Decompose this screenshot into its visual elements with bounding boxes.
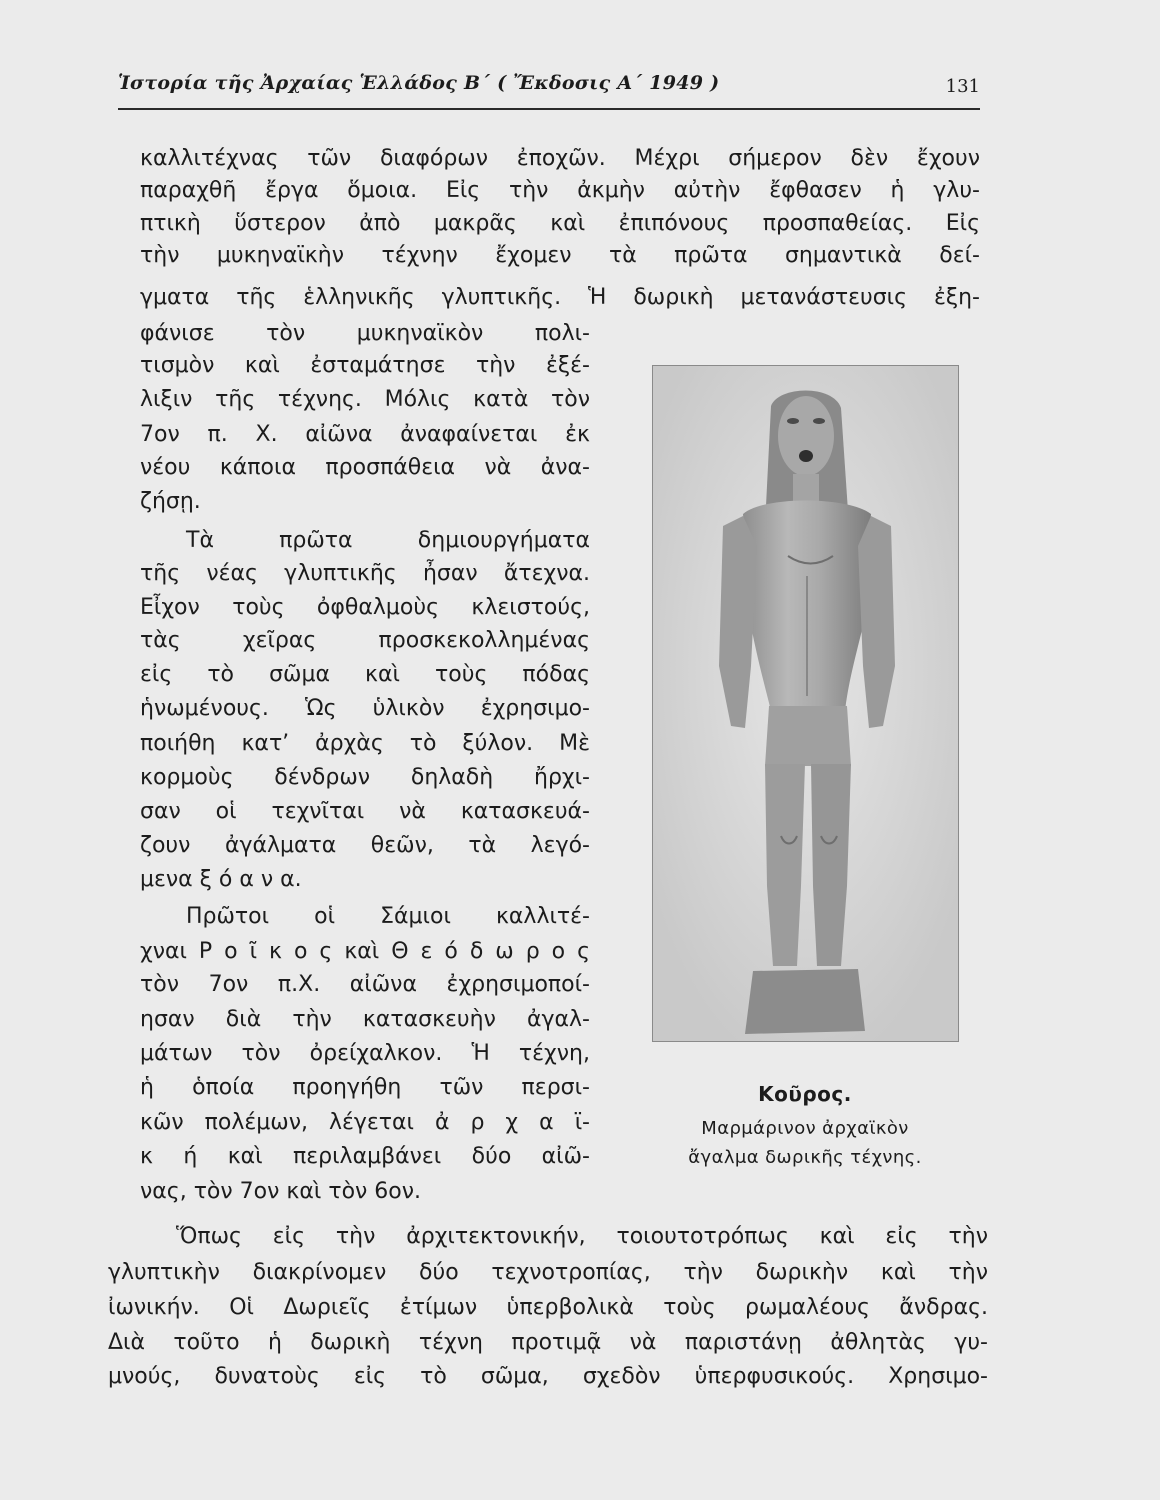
text-line: τὸν 7ον π.Χ. αἰῶνα ἐχρησιμοποί- [140,972,590,997]
text-line: τισμὸν καὶ ἐσταμάτησε τὴν ἐξέ- [140,353,590,378]
text-line: γματα τῆς ἑλληνικῆς γλυπτικῆς. Ἡ δωρικὴ μετανάστευσις ἐξη- [140,285,980,310]
figure-caption-title: Κοῦρος. [758,1082,852,1106]
running-head [118,70,980,102]
text-line: τῆς νέας γλυπτικῆς ἦσαν ἄτεχνα. [140,561,590,586]
text-line: νέου κάποια προσπάθεια νὰ ἀνα- [140,455,590,480]
text-line: γλυπτικὴν διακρίνομεν δύο τεχνοτροπίας, τὴν δωρικὴν καὶ τὴν [108,1260,988,1285]
text-line: 7ον π. Χ. αἰῶνα ἀναφαίνεται ἐκ [140,422,590,447]
page-number: 131 [945,76,980,97]
figure-caption-line: ἄγαλμα δωρικῆς τέχνης. [688,1147,922,1168]
text-line: κ ή καὶ περιλαμβάνει δύο αἰῶ- [140,1144,590,1169]
text-line: νας, τὸν 7ον καὶ τὸν 6ον. [140,1179,422,1204]
text-line: μενα ξ ό α ν α. [140,867,302,892]
text-line: Τὰ πρῶτα δημιουργήματα [186,528,590,553]
text-line: ποιήθη κατ’ ἀρχὰς τὸ ξύλον. Μὲ [140,731,590,756]
text-line: ἡ ὁποία προηγήθη τῶν περσι- [140,1075,590,1100]
text-line: Διὰ τοῦτο ἡ δωρικὴ τέχνη προτιμᾷ νὰ παριστάνῃ ἀθλητὰς γυ- [108,1330,988,1355]
running-head-title: Ἱστορία τῆς Ἀρχαίας Ἑλλάδος Β΄ ( Ἔκδοσις Α΄ 1949 ) [118,72,720,94]
kouros-statue-illustration [653,366,958,1041]
text-line: καλλιτέχνας τῶν διαφόρων ἐποχῶν. Μέχρι σήμερον δὲν ἔχουν [140,146,980,171]
text-line: ζουν ἀγάλματα θεῶν, τὰ λεγό- [140,833,590,858]
text-line: μάτων τὸν ὀρείχαλκον. Ἡ τέχνη, [140,1041,590,1066]
text-line: τὴν μυκηναϊκὴν τέχνην ἔχομεν τὰ πρῶτα σημαντικὰ δεί- [140,243,980,268]
text-line: κῶν πολέμων, λέγεται ἀ ρ χ α ϊ- [140,1110,590,1135]
figure-caption-line: Μαρμάρινον ἀρχαϊκὸν [701,1118,909,1139]
text-line: ησαν διὰ τὴν κατασκευὴν ἀγαλ- [140,1007,590,1032]
text-line: Εἶχον τοὺς ὀφθαλμοὺς κλειστούς, [140,595,590,620]
text-line: κορμοὺς δένδρων δηλαδὴ ἤρχι- [140,765,590,790]
text-line: ἡνωμένους. Ὡς ὑλικὸν ἐχρησιμο- [140,696,590,721]
text-line: τὰς χεῖρας προσκεκολλημένας [140,628,590,653]
text-line: εἰς τὸ σῶμα καὶ τοὺς πόδας [140,662,590,687]
text-line: ζήσῃ. [140,489,201,514]
text-line: σαν οἱ τεχνῖται νὰ κατασκευά- [140,799,590,824]
text-line: μνούς, δυνατοὺς εἰς τὸ σῶμα, σχεδὸν ὑπερφυσικούς. Χρησιμο- [108,1364,988,1389]
text-line: παραχθῆ ἔργα ὅμοια. Εἰς τὴν ἀκμὴν αὐτὴν ἔφθασεν ἡ γλυ- [140,178,980,203]
kouros-photo [652,365,959,1042]
text-line: χναι Ρ ο ῖ κ ο ς καὶ Θ ε ό δ ω ρ ο ς [140,939,590,964]
text-line: Πρῶτοι οἱ Σάμιοι καλλιτέ- [186,904,590,929]
text-line: λιξιν τῆς τέχνης. Μόλις κατὰ τὸν [140,387,590,412]
text-line: ἰωνικήν. Οἱ Δωριεῖς ἐτίμων ὑπερβολικὰ τοὺς ρωμαλέους ἄνδρας. [108,1295,988,1320]
text-line: Ὅπως εἰς τὴν ἀρχιτεκτονικήν, τοιουτοτρόπως καὶ εἰς τὴν [176,1224,988,1249]
header-rule [118,108,980,110]
text-line: πτικὴ ὕστερον ἀπὸ μακρᾶς καὶ ἐπιπόνους προσπαθείας. Εἰς [140,211,980,236]
text-line: φάνισε τὸν μυκηναϊκὸν πολι- [140,321,590,346]
